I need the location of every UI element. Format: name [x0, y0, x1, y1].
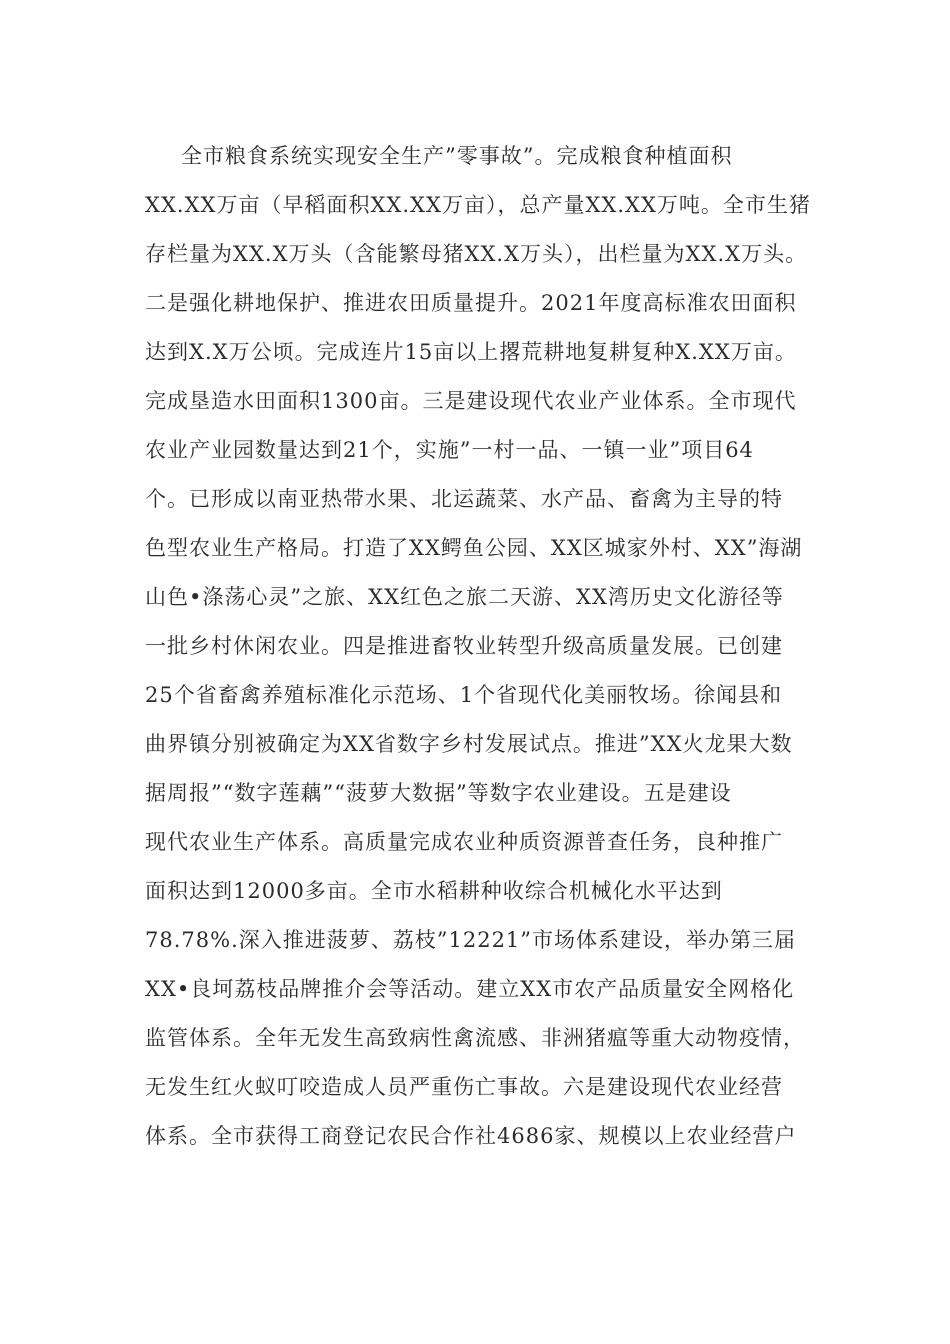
text-line: 据周报”“数字莲藕”“菠萝大数据”等数字农业建设。五是建设: [145, 781, 732, 805]
text-line: 78.78%.深入推进菠萝、荔枝”12221”市场体系建设，举办第三届: [145, 928, 797, 952]
text-line: 25个省畜禽养殖标准化示范场、1个省现代化美丽牧场。徐闻县和: [145, 683, 783, 707]
text-line: 山色•涤荡心灵”之旅、XX红色之旅二天游、XX湾历史文化游径等: [145, 585, 784, 609]
body-paragraph: [145, 132, 825, 1161]
text-line: XX•良坷荔枝品牌推介会等活动。建立XX市农产品质量安全网格化: [145, 977, 795, 1001]
text-line: 面积达到12000多亩。全市水稻耕种收综合机械化水平达到: [145, 879, 723, 903]
text-line: 个。已形成以南亚热带水果、北运蔬菜、水产品、畜禽为主导的特: [145, 487, 783, 511]
text-line: 色型农业生产格局。打造了XX鳄鱼公园、XX区城家外村、XX”海湖: [145, 536, 803, 560]
text-line: 现代农业生产体系。高质量完成农业种质资源普查任务，良种推广: [145, 830, 783, 854]
text-line: 农业产业园数量达到21个，实施”一村一品、一镇一业”项目64: [145, 438, 754, 462]
text-line: XX.XX万亩（早稻面积XX.XX万亩），总产量XX.XX万吨。全市生猪: [145, 193, 811, 217]
text-line: 一批乡村休闲农业。四是推进畜牧业转型升级高质量发展。已创建: [145, 634, 783, 658]
text-line: 体系。全市获得工商登记农民合作社4686家、规模以上农业经营户: [145, 1124, 797, 1148]
text-line: 监管体系。全年无发生高致病性禽流感、非洲猪瘟等重大动物疫情，: [145, 1026, 805, 1050]
text-line: 全市粮食系统实现安全生产”零事故”。完成粮食种植面积: [181, 144, 733, 168]
text-line: 无发生红火蚁叮咬造成人员严重伤亡事故。六是建设现代农业经营: [145, 1075, 783, 1099]
text-line: 完成垦造水田面积1300亩。三是建设现代农业产业体系。全市现代: [145, 389, 797, 413]
text-line: 达到X.X万公顷。完成连片15亩以上撂荒耕地复耕复种X.XX万亩。: [145, 340, 797, 364]
text-line: 曲界镇分别被确定为XX省数字乡村发展试点。推进”XX火龙果大数: [145, 732, 793, 756]
text-line: 存栏量为XX.X万头（含能繁母猪XX.X万头），出栏量为XX.X万头。: [145, 242, 808, 266]
text-line: 二是强化耕地保护、推进农田质量提升。2021年度高标准农田面积: [145, 291, 797, 315]
